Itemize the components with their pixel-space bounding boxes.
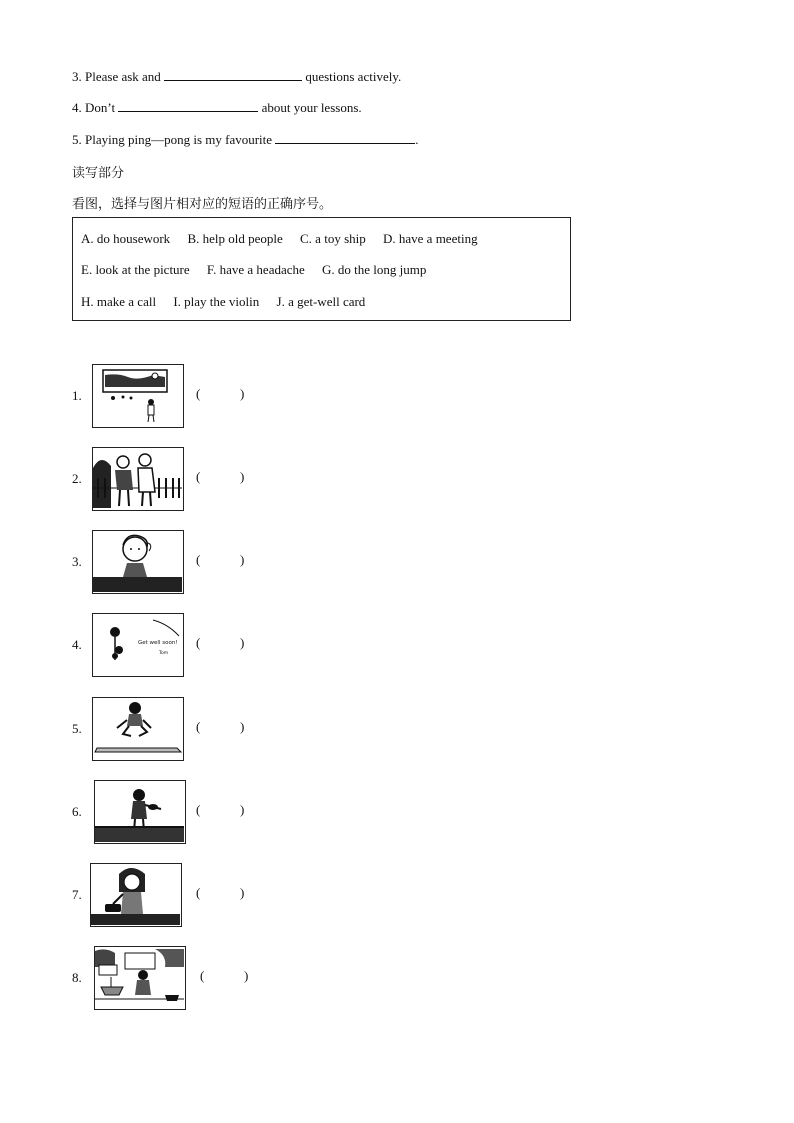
answer-paren-open: ( (196, 635, 201, 650)
item-4 (72, 613, 272, 679)
option-d: D. have a meeting (383, 231, 478, 246)
picture-2-helping-old-man (92, 447, 184, 511)
answer-paren-close: ) (240, 552, 245, 567)
option-c: C. a toy ship (300, 231, 366, 246)
option-a: A. do housework (81, 231, 171, 246)
option-j: J. a get-well card (276, 294, 366, 309)
option-g: G. do the long jump (322, 262, 427, 277)
answer-blank-3[interactable] (164, 68, 302, 81)
answer-paren-close: ) (240, 386, 245, 401)
item-number: 7. (72, 887, 82, 902)
item-number: 5. (72, 721, 82, 736)
question-4-before: 4. Don’t (72, 100, 116, 115)
answer-blank-5[interactable] (275, 131, 415, 144)
card-signature-text: Tom (159, 651, 169, 656)
question-5-before: 5. Playing ping—pong is my favourite (72, 132, 273, 147)
picture-5-long-jump (92, 697, 184, 761)
item-number: 8. (72, 970, 82, 985)
answer-paren-close: ) (240, 719, 245, 734)
item-number: 4. (72, 637, 82, 652)
question-5-after: . (415, 132, 419, 147)
question-3-after: questions actively. (305, 69, 402, 84)
picture-7-make-a-call (90, 863, 182, 927)
item-number: 1. (72, 388, 82, 403)
picture-4-get-well-card (92, 613, 184, 677)
options-box (72, 217, 571, 321)
answer-paren-open: ( (196, 469, 201, 484)
item-2 (72, 447, 272, 513)
question-3 (72, 68, 401, 85)
options-row-2 (81, 262, 440, 278)
answer-blank-4[interactable] (118, 99, 258, 112)
answer-paren-open: ( (200, 968, 205, 983)
item-6 (72, 780, 272, 846)
question-3-before: 3. Please ask and (72, 69, 161, 84)
card-greeting-text: Get well soon! (138, 640, 178, 646)
picture-8-toy-ship (94, 946, 186, 1010)
answer-paren-open: ( (196, 885, 201, 900)
options-row-3 (81, 294, 379, 310)
answer-paren-open: ( (196, 802, 201, 817)
item-3 (72, 530, 272, 596)
answer-paren-close: ) (240, 802, 245, 817)
section-title: 读写部分 (72, 166, 125, 181)
answer-paren-close: ) (240, 635, 245, 650)
item-number: 2. (72, 471, 82, 486)
option-b: B. help old people (187, 231, 283, 246)
answer-paren-close: ) (240, 469, 245, 484)
picture-3-girl-headache (92, 530, 184, 594)
option-f: F. have a headache (206, 262, 305, 277)
picture-6-play-violin (94, 780, 186, 844)
answer-paren-open: ( (196, 386, 201, 401)
instruction: 看图，选择与图片相对应的短语的正确序号。 (72, 197, 333, 212)
question-4 (72, 99, 362, 116)
answer-paren-open: ( (196, 719, 201, 734)
item-7 (72, 863, 272, 929)
item-number: 6. (72, 804, 82, 819)
answer-paren-open: ( (196, 552, 201, 567)
question-5 (72, 131, 419, 148)
item-5 (72, 697, 272, 763)
item-number: 3. (72, 554, 82, 569)
option-i: I. play the violin (173, 294, 260, 309)
option-h: H. make a call (81, 294, 157, 309)
item-8 (72, 946, 272, 1012)
question-4-after: about your lessons. (261, 100, 362, 115)
option-e: E. look at the picture (81, 262, 190, 277)
item-1 (72, 364, 272, 430)
answer-paren-close: ) (240, 885, 245, 900)
options-row-1 (81, 231, 492, 247)
answer-paren-close: ) (244, 968, 249, 983)
picture-1-looking-at-painting (92, 364, 184, 428)
